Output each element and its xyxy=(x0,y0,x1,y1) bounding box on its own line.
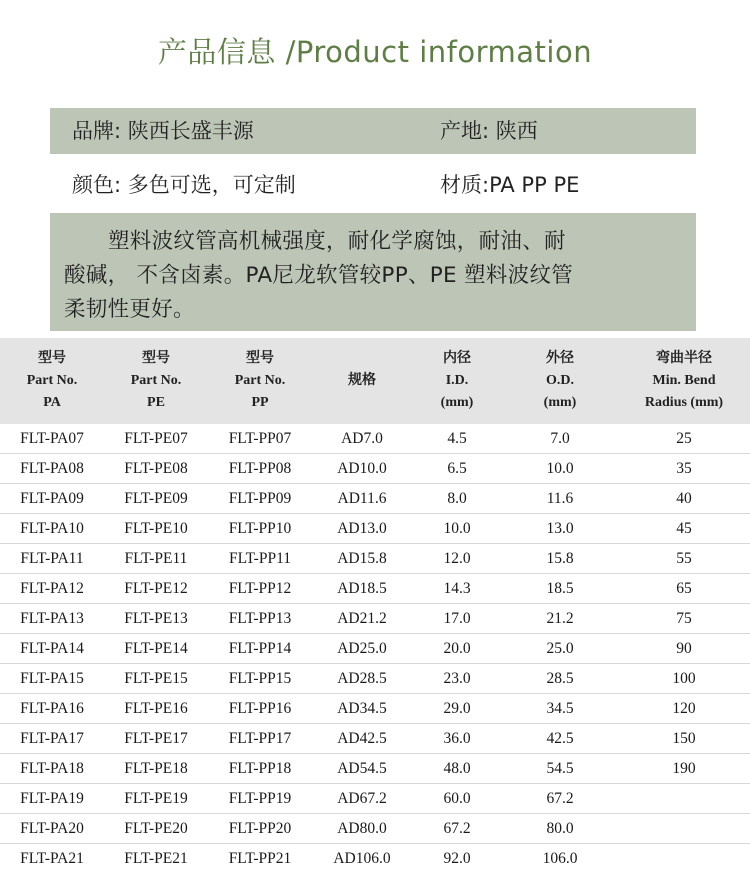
part-no-pp-cell: FLT-PP20 xyxy=(208,814,312,844)
header-line: PA xyxy=(0,392,104,414)
part-no-pa-cell: FLT-PA20 xyxy=(0,814,104,844)
outer-diameter-cell: 67.2 xyxy=(502,784,618,814)
bend-radius-cell: 75 xyxy=(618,604,750,634)
inner-diameter-cell: 12.0 xyxy=(412,544,502,574)
header-line: 弯曲半径 xyxy=(618,348,750,370)
part-no-pa-cell: FLT-PA15 xyxy=(0,664,104,694)
part-no-pp-cell: FLT-PP19 xyxy=(208,784,312,814)
part-no-pe-cell: FLT-PE19 xyxy=(104,784,208,814)
part-no-pa-cell: FLT-PA10 xyxy=(0,514,104,544)
table-row xyxy=(0,544,750,574)
table-body xyxy=(0,424,750,873)
bend-radius-cell: 90 xyxy=(618,634,750,664)
color-label: 颜色: 多色可选，可定制 xyxy=(72,162,296,208)
part-no-pa-cell: FLT-PA09 xyxy=(0,484,104,514)
table-row xyxy=(0,784,750,814)
part-no-pa-cell: FLT-PA08 xyxy=(0,454,104,484)
part-no-pe-cell: FLT-PE21 xyxy=(104,844,208,873)
description-line: 塑料波纹管高机械强度，耐化学腐蚀，耐油、耐 xyxy=(64,225,676,259)
table-row xyxy=(0,754,750,784)
spec-cell: AD15.8 xyxy=(312,544,412,574)
header-spec xyxy=(312,338,412,424)
description-line: 柔韧性更好。 xyxy=(64,293,676,327)
page-title: 产品信息 /Product information xyxy=(0,30,750,71)
table-row xyxy=(0,844,750,873)
bend-radius-cell: 55 xyxy=(618,544,750,574)
part-no-pp-cell: FLT-PP07 xyxy=(208,424,312,454)
header-line: PP xyxy=(208,392,312,414)
inner-diameter-cell: 92.0 xyxy=(412,844,502,873)
spec-cell: AD25.0 xyxy=(312,634,412,664)
table-row xyxy=(0,484,750,514)
part-no-pp-cell: FLT-PP12 xyxy=(208,574,312,604)
outer-diameter-cell: 42.5 xyxy=(502,724,618,754)
header-bend-radius xyxy=(618,338,750,424)
header-line: (mm) xyxy=(502,392,618,414)
spec-cell: AD7.0 xyxy=(312,424,412,454)
part-no-pe-cell: FLT-PE09 xyxy=(104,484,208,514)
brand-label: 品牌: 陕西长盛丰源 xyxy=(72,108,254,154)
bend-radius-cell: 120 xyxy=(618,694,750,724)
header-line: (mm) xyxy=(412,392,502,414)
outer-diameter-cell: 25.0 xyxy=(502,634,618,664)
outer-diameter-cell: 106.0 xyxy=(502,844,618,873)
header-outer-diameter xyxy=(502,338,618,424)
inner-diameter-cell: 67.2 xyxy=(412,814,502,844)
header-line: Part No. xyxy=(0,370,104,392)
outer-diameter-cell: 28.5 xyxy=(502,664,618,694)
inner-diameter-cell: 4.5 xyxy=(412,424,502,454)
part-no-pa-cell: FLT-PA13 xyxy=(0,604,104,634)
header-line: Part No. xyxy=(104,370,208,392)
part-no-pp-cell: FLT-PP13 xyxy=(208,604,312,634)
part-no-pp-cell: FLT-PP10 xyxy=(208,514,312,544)
spec-cell: AD10.0 xyxy=(312,454,412,484)
part-no-pp-cell: FLT-PP11 xyxy=(208,544,312,574)
part-no-pe-cell: FLT-PE18 xyxy=(104,754,208,784)
part-no-pp-cell: FLT-PP17 xyxy=(208,724,312,754)
table-row xyxy=(0,514,750,544)
part-no-pp-cell: FLT-PP15 xyxy=(208,664,312,694)
info-row-brand-origin xyxy=(50,108,696,154)
outer-diameter-cell: 13.0 xyxy=(502,514,618,544)
bend-radius-cell: 65 xyxy=(618,574,750,604)
part-no-pa-cell: FLT-PA16 xyxy=(0,694,104,724)
table-row xyxy=(0,454,750,484)
part-no-pp-cell: FLT-PP16 xyxy=(208,694,312,724)
part-no-pa-cell: FLT-PA19 xyxy=(0,784,104,814)
inner-diameter-cell: 29.0 xyxy=(412,694,502,724)
header-line: 型号 xyxy=(104,348,208,370)
header-line: 外径 xyxy=(502,348,618,370)
outer-diameter-cell: 10.0 xyxy=(502,454,618,484)
part-no-pa-cell: FLT-PA17 xyxy=(0,724,104,754)
header-line: O.D. xyxy=(502,370,618,392)
outer-diameter-cell: 15.8 xyxy=(502,544,618,574)
bend-radius-cell xyxy=(618,814,750,844)
inner-diameter-cell: 10.0 xyxy=(412,514,502,544)
spec-cell: AD11.6 xyxy=(312,484,412,514)
part-no-pe-cell: FLT-PE11 xyxy=(104,544,208,574)
inner-diameter-cell: 20.0 xyxy=(412,634,502,664)
part-no-pe-cell: FLT-PE15 xyxy=(104,664,208,694)
bend-radius-cell xyxy=(618,844,750,873)
material-label: 材质:PA PP PE xyxy=(440,162,579,208)
spec-table xyxy=(0,338,750,873)
part-no-pp-cell: FLT-PP09 xyxy=(208,484,312,514)
spec-cell: AD34.5 xyxy=(312,694,412,724)
origin-label: 产地: 陕西 xyxy=(440,108,538,154)
inner-diameter-cell: 17.0 xyxy=(412,604,502,634)
table-row xyxy=(0,664,750,694)
part-no-pa-cell: FLT-PA12 xyxy=(0,574,104,604)
spec-cell: AD80.0 xyxy=(312,814,412,844)
spec-cell: AD28.5 xyxy=(312,664,412,694)
table-row xyxy=(0,634,750,664)
table-header-row xyxy=(0,338,750,424)
header-part-no-pp xyxy=(208,338,312,424)
inner-diameter-cell: 60.0 xyxy=(412,784,502,814)
spec-cell: AD106.0 xyxy=(312,844,412,873)
part-no-pa-cell: FLT-PA21 xyxy=(0,844,104,873)
part-no-pe-cell: FLT-PE07 xyxy=(104,424,208,454)
header-line: Radius (mm) xyxy=(618,392,750,414)
part-no-pe-cell: FLT-PE14 xyxy=(104,634,208,664)
header-line: Part No. xyxy=(208,370,312,392)
table-row xyxy=(0,724,750,754)
part-no-pe-cell: FLT-PE10 xyxy=(104,514,208,544)
product-description xyxy=(50,213,696,331)
spec-cell: AD13.0 xyxy=(312,514,412,544)
header-line: I.D. xyxy=(412,370,502,392)
part-no-pe-cell: FLT-PE13 xyxy=(104,604,208,634)
header-inner-diameter xyxy=(412,338,502,424)
header-part-no-pa xyxy=(0,338,104,424)
part-no-pe-cell: FLT-PE20 xyxy=(104,814,208,844)
part-no-pe-cell: FLT-PE17 xyxy=(104,724,208,754)
part-no-pp-cell: FLT-PP18 xyxy=(208,754,312,784)
table-row xyxy=(0,424,750,454)
bend-radius-cell: 35 xyxy=(618,454,750,484)
outer-diameter-cell: 54.5 xyxy=(502,754,618,784)
bend-radius-cell xyxy=(618,784,750,814)
inner-diameter-cell: 23.0 xyxy=(412,664,502,694)
outer-diameter-cell: 11.6 xyxy=(502,484,618,514)
bend-radius-cell: 45 xyxy=(618,514,750,544)
header-line: Min. Bend xyxy=(618,370,750,392)
spec-cell: AD21.2 xyxy=(312,604,412,634)
part-no-pa-cell: FLT-PA07 xyxy=(0,424,104,454)
inner-diameter-cell: 6.5 xyxy=(412,454,502,484)
inner-diameter-cell: 48.0 xyxy=(412,754,502,784)
outer-diameter-cell: 34.5 xyxy=(502,694,618,724)
bend-radius-cell: 190 xyxy=(618,754,750,784)
header-line: 内径 xyxy=(412,348,502,370)
table-row xyxy=(0,814,750,844)
outer-diameter-cell: 7.0 xyxy=(502,424,618,454)
inner-diameter-cell: 14.3 xyxy=(412,574,502,604)
outer-diameter-cell: 21.2 xyxy=(502,604,618,634)
table-row xyxy=(0,694,750,724)
part-no-pe-cell: FLT-PE12 xyxy=(104,574,208,604)
header-line: 型号 xyxy=(0,348,104,370)
table-row xyxy=(0,574,750,604)
spec-cell: AD67.2 xyxy=(312,784,412,814)
header-line: 型号 xyxy=(208,348,312,370)
spec-cell: AD54.5 xyxy=(312,754,412,784)
part-no-pa-cell: FLT-PA14 xyxy=(0,634,104,664)
part-no-pe-cell: FLT-PE16 xyxy=(104,694,208,724)
bend-radius-cell: 150 xyxy=(618,724,750,754)
table-row xyxy=(0,604,750,634)
part-no-pp-cell: FLT-PP14 xyxy=(208,634,312,664)
bend-radius-cell: 25 xyxy=(618,424,750,454)
bend-radius-cell: 40 xyxy=(618,484,750,514)
spec-cell: AD18.5 xyxy=(312,574,412,604)
outer-diameter-cell: 18.5 xyxy=(502,574,618,604)
bend-radius-cell: 100 xyxy=(618,664,750,694)
inner-diameter-cell: 8.0 xyxy=(412,484,502,514)
part-no-pe-cell: FLT-PE08 xyxy=(104,454,208,484)
outer-diameter-cell: 80.0 xyxy=(502,814,618,844)
part-no-pa-cell: FLT-PA11 xyxy=(0,544,104,574)
part-no-pp-cell: FLT-PP21 xyxy=(208,844,312,873)
inner-diameter-cell: 36.0 xyxy=(412,724,502,754)
header-line: PE xyxy=(104,392,208,414)
part-no-pp-cell: FLT-PP08 xyxy=(208,454,312,484)
info-row-color-material xyxy=(50,162,696,208)
header-line: 规格 xyxy=(312,370,412,392)
spec-cell: AD42.5 xyxy=(312,724,412,754)
description-line: 酸碱， 不含卤素。PA尼龙软管较PP、PE 塑料波纹管 xyxy=(64,259,676,293)
part-no-pa-cell: FLT-PA18 xyxy=(0,754,104,784)
header-part-no-pe xyxy=(104,338,208,424)
